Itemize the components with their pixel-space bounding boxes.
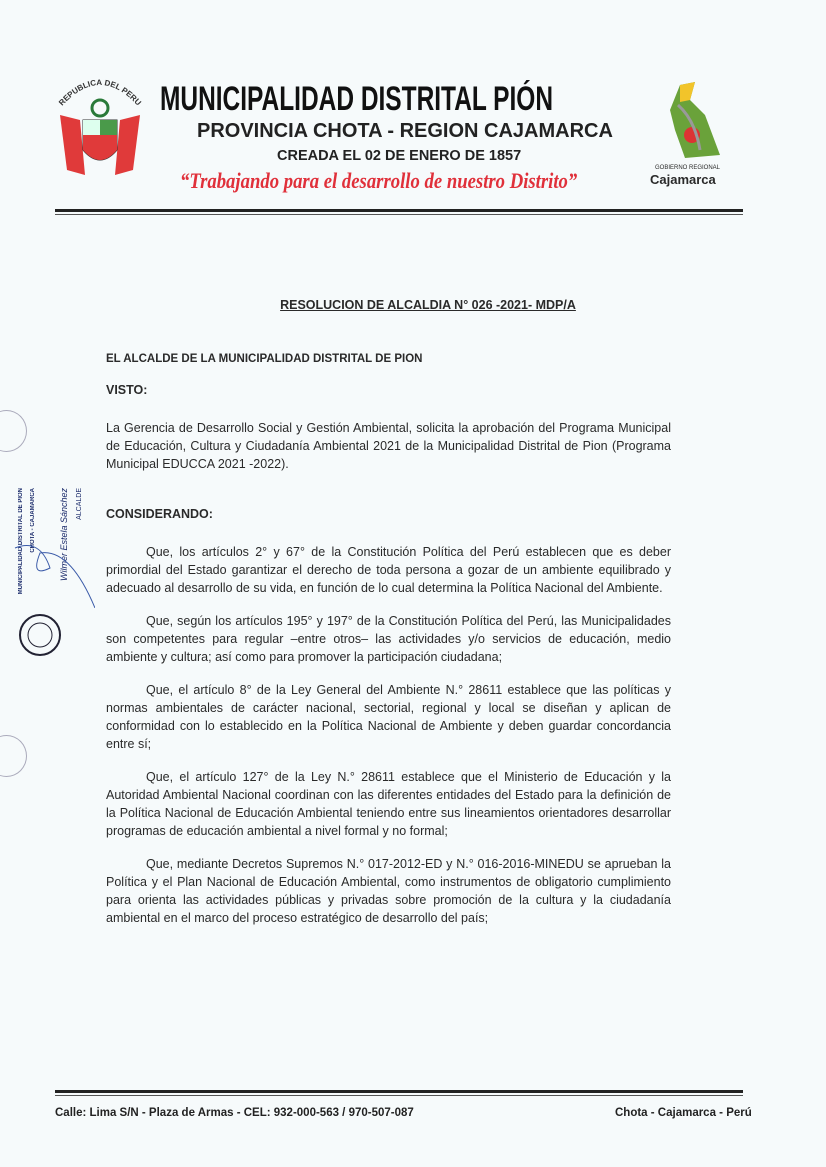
creation-date: CREADA EL 02 DE ENERO DE 1857	[277, 148, 522, 164]
motto: “Trabajando para el desarrollo de nuestro Distrito”	[180, 168, 578, 193]
footer-divider	[55, 1090, 743, 1093]
header-divider	[55, 209, 743, 212]
peru-coat-of-arms-icon	[50, 70, 150, 185]
footer-divider-thin	[55, 1095, 743, 1096]
header-divider-thin	[55, 214, 743, 215]
coat-text: REPUBLICA DEL PERU	[57, 77, 143, 108]
footer-address: Calle: Lima S/N - Plaza de Armas - CEL: 932-000-563 / 970-507-087	[55, 1107, 414, 1119]
paragraph: Que, los artículos 2° y 67° de la Constitución Política del Perú establecen que es deber primordial del Estado garantizar el derecho de toda persona a gozar de un ambiente equilibrado y adecuado al desarrollo de su vida, en función de lo cual determina la Política Nacional del Ambiente.	[106, 545, 671, 595]
resolution-title: RESOLUCION DE ALCALDIA N° 026 -2021- MDP/A	[280, 298, 576, 312]
issuer: EL ALCALDE DE LA MUNICIPALIDAD DISTRITAL DE PION	[106, 353, 423, 365]
punch-hole	[0, 410, 27, 452]
footer-location: Chota - Cajamarca - Perú	[615, 1107, 752, 1119]
stamp-signer: Wilmer Estela Sánchez	[59, 488, 69, 581]
municipality-name: MUNICIPALIDAD DISTRITAL PIÓN	[160, 80, 554, 118]
svg-text:REPUBLICA DEL PERU	[57, 78, 143, 108]
stamp-role: ALCALDE	[76, 488, 83, 520]
gore-cajamarca-logo	[650, 80, 745, 190]
cajamarca-map-icon	[650, 80, 745, 160]
province-region: PROVINCIA CHOTA - REGION CAJAMARCA	[197, 120, 613, 142]
round-seal-icon	[18, 613, 63, 658]
document-body	[106, 350, 671, 927]
gore-name: Cajamarca	[650, 172, 716, 187]
stamp-place: CHOTA - CAJAMARCA	[30, 488, 36, 553]
paragraph: Que, el artículo 8° de la Ley General del Ambiente N.° 28611 establece que las políticas y normas ambientales de carácter nacional, sectorial, regional y local se diseñan y aplican de conformidad con lo establecido en la Política Nacional de Ambiente y deben guardar concordancia entre sí;	[106, 683, 671, 751]
stamp-entity: MUNICIPALIDAD DISTRITAL DE PION	[18, 488, 24, 595]
considerando-heading: CONSIDERANDO:	[106, 507, 213, 521]
paragraph: Que, según los artículos 195° y 197° de la Constitución Política del Perú, las Municipalidades son competentes para regular –entre otros– las actividades y/o servicios de educación, medio ambiente y cultura; así como para promover la participación ciudadana;	[106, 614, 671, 664]
signature-icon	[10, 508, 95, 608]
visto-heading: VISTO:	[106, 383, 148, 397]
visto-paragraph: La Gerencia de Desarrollo Social y Gestión Ambiental, solicita la aprobación del Programa Municipal de Educación, Cultura y Ciudadanía Ambiental 2021 de la Municipalidad Distrital de Pion (Programa Municipal EDUCCA 2021 -2022).	[106, 421, 671, 471]
gore-label: GOBIERNO REGIONAL	[655, 165, 721, 171]
paragraph: Que, mediante Decretos Supremos N.° 017-2012-ED y N.° 016-2016-MINEDU se aprueban la Política y el Plan Nacional de Educación Ambiental, como instrumentos de obligatorio cumplimiento para orienta las actividades públicas y privadas sobre promoción de la cultura y la ciudadanía ambiental en el marco del proceso estratégico de desarrollo del país;	[106, 857, 671, 925]
punch-hole	[0, 735, 27, 777]
mayor-stamp	[10, 488, 95, 638]
paragraph: Que, el artículo 127° de la Ley N.° 28611 establece que el Ministerio de Educación y la Autoridad Ambiental Nacional coordinan con las diferentes entidades del Estado para la definición de la Política Nacional de Educación Ambiental teniendo entre sus lineamientos orientadores desarrollar programas de educación ambiental a nivel formal y no formal;	[106, 770, 671, 838]
